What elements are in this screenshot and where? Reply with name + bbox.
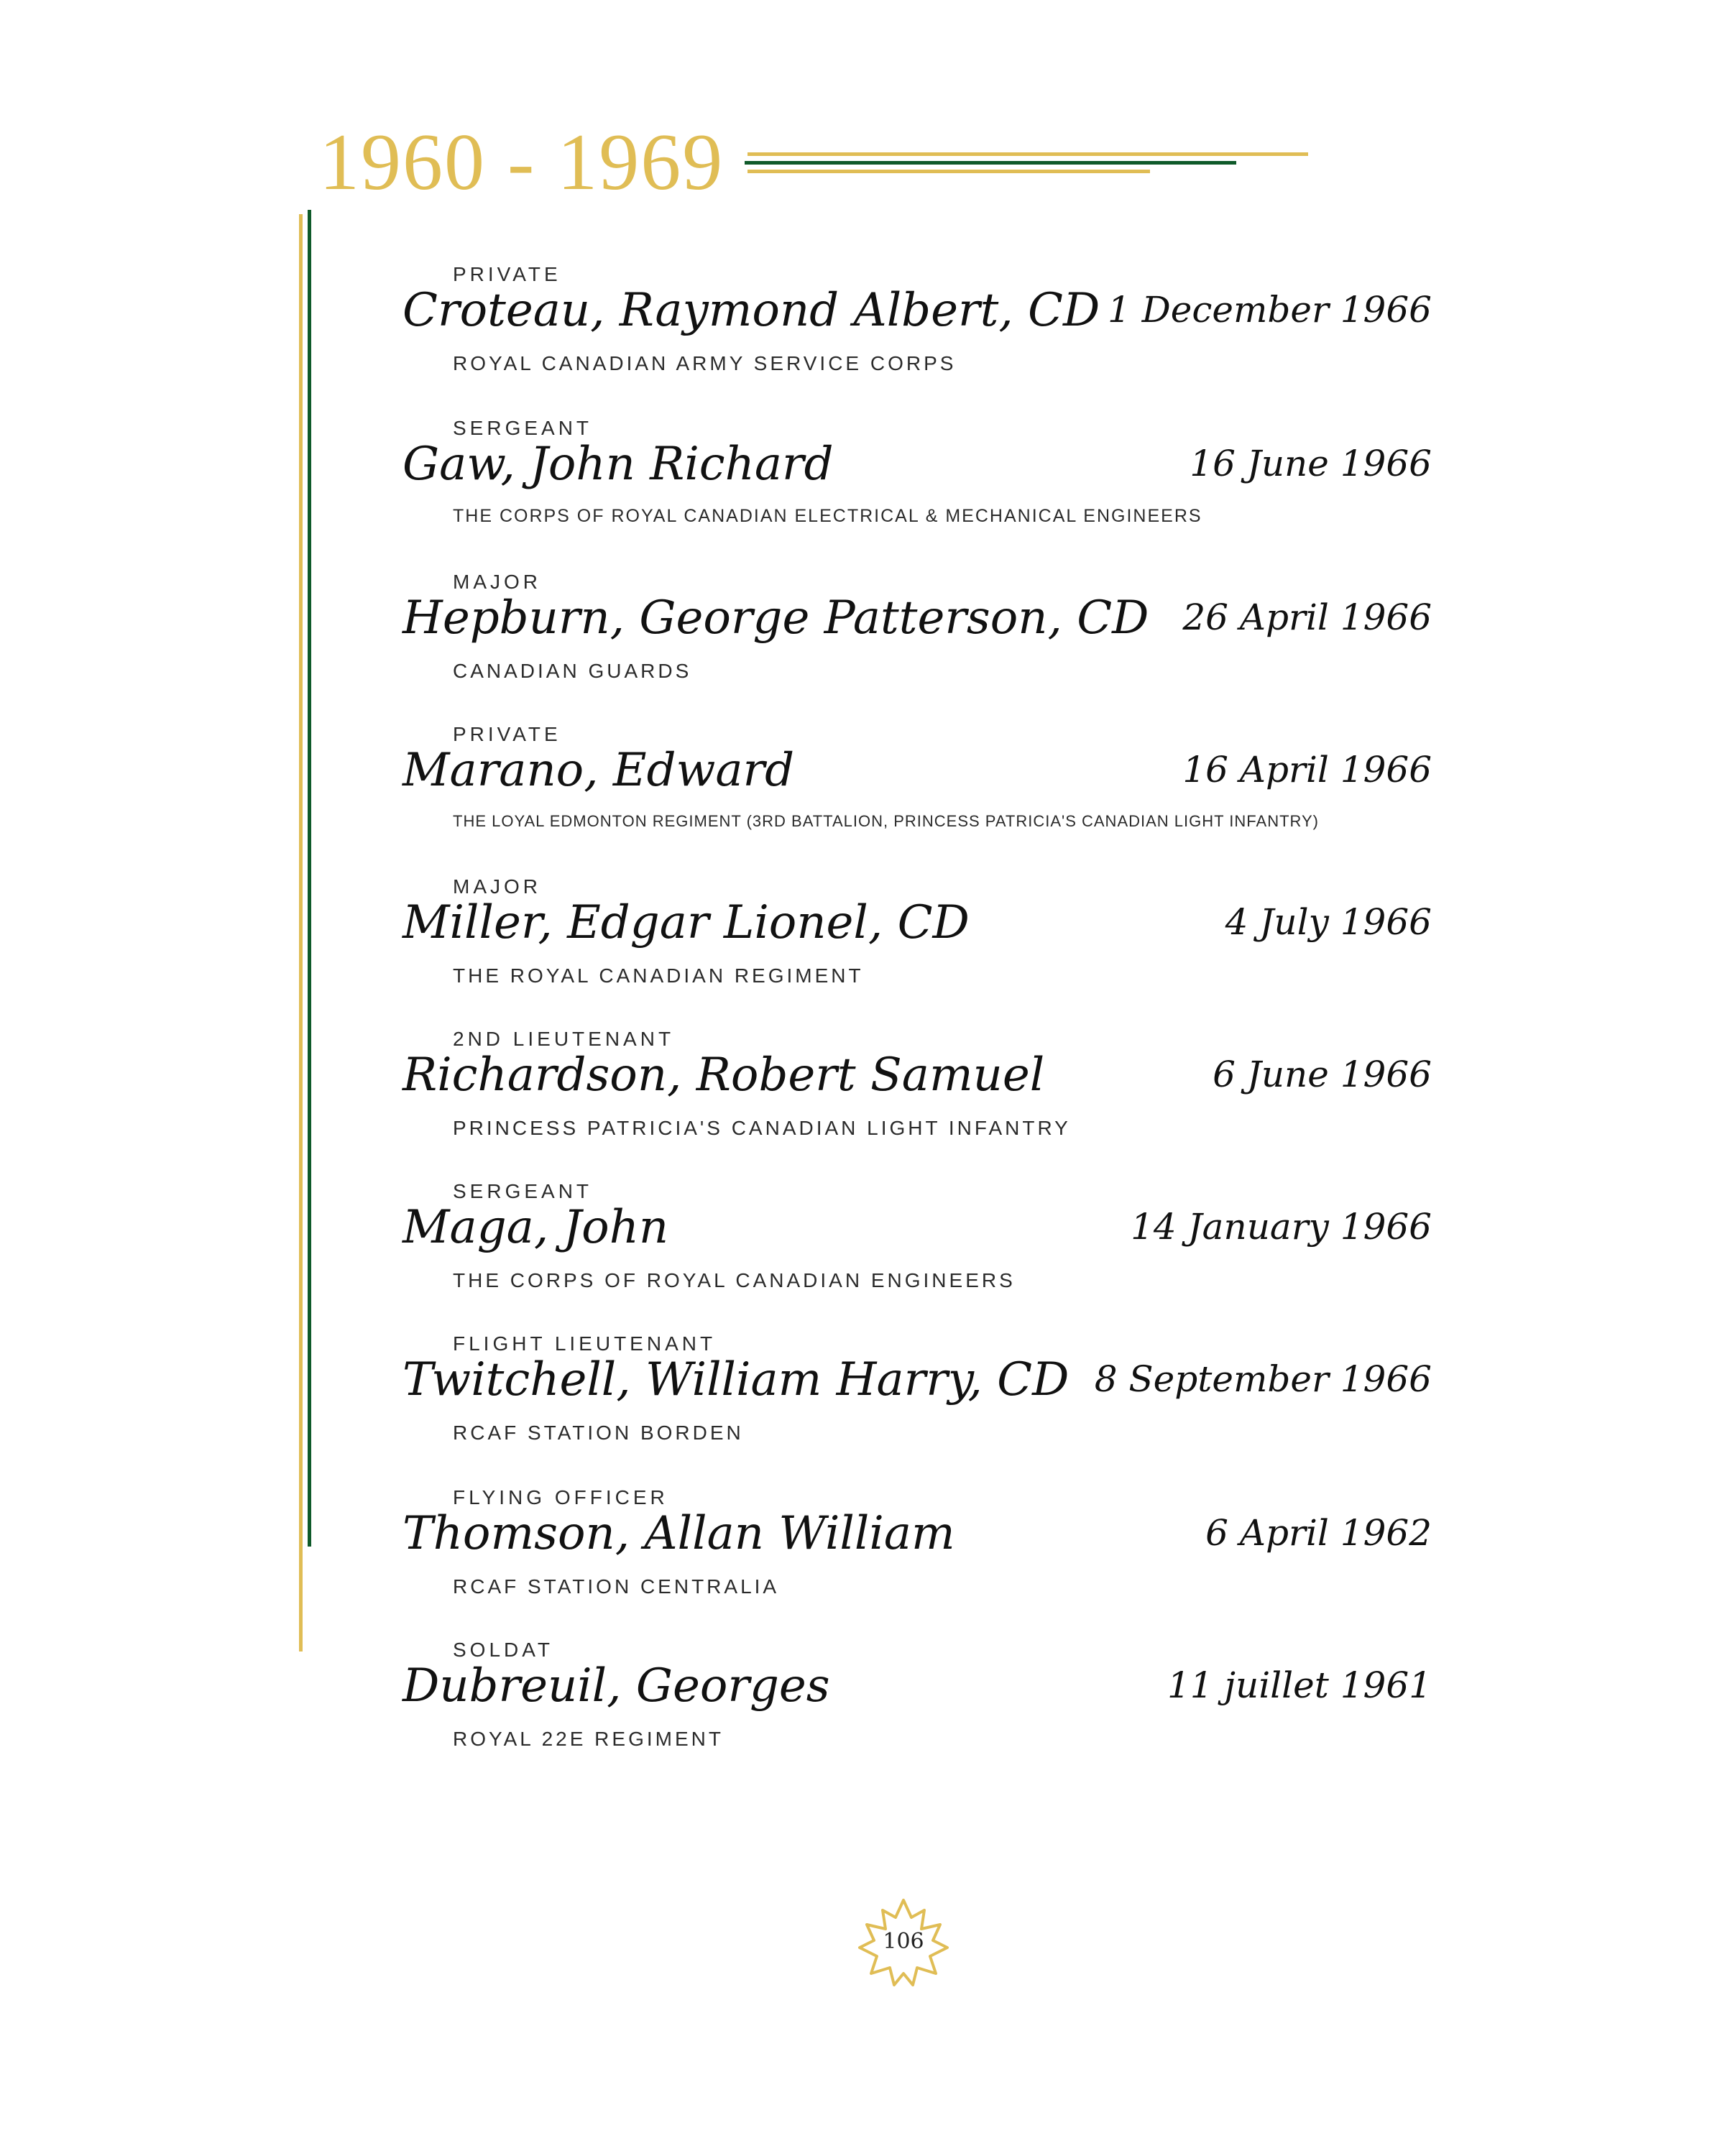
date-of-death: 16 April 1966: [1182, 749, 1432, 791]
member-name: Twitchell, William Harry, CD: [402, 1353, 1070, 1406]
member-name: Croteau, Raymond Albert, CD: [402, 284, 1100, 337]
decade-title: 1960 - 1969: [319, 118, 724, 207]
unit-label: RCAF STATION BORDEN: [453, 1422, 744, 1444]
member-name: Dubreuil, Georges: [402, 1659, 830, 1713]
unit-label: PRINCESS PATRICIA'S CANADIAN LIGHT INFANTRY: [453, 1117, 1071, 1139]
member-name: Miller, Edgar Lionel, CD: [402, 896, 970, 949]
unit-label: THE LOYAL EDMONTON REGIMENT (3RD BATTALION, PRINCESS PATRICIA'S CANADIAN LIGHT INFANTRY): [453, 812, 1320, 830]
date-of-death: 8 September 1966: [1094, 1358, 1432, 1400]
margin-rule-gold: [299, 214, 303, 1651]
memorial-entry: [402, 1028, 1432, 1171]
member-name: Thomson, Allan William: [402, 1507, 955, 1560]
date-of-death: 11 juillet 1961: [1167, 1664, 1432, 1706]
unit-label: RCAF STATION CENTRALIA: [453, 1575, 780, 1598]
member-name: Maga, John: [402, 1201, 669, 1254]
unit-label: THE CORPS OF ROYAL CANADIAN ELECTRICAL & MECHANICAL ENGINEERS: [453, 506, 1202, 526]
rank-label: PRIVATE: [453, 263, 561, 285]
memorial-entry: [402, 417, 1432, 561]
rank-label: 2ND LIEUTENANT: [453, 1028, 675, 1050]
rank-label: SERGEANT: [453, 417, 593, 439]
memorial-entry: [402, 1486, 1432, 1630]
date-of-death: 16 June 1966: [1190, 443, 1432, 484]
rank-label: MAJOR: [453, 571, 541, 593]
member-name: Marano, Edward: [402, 744, 795, 797]
date-of-death: 26 April 1966: [1182, 596, 1432, 638]
rank-label: FLIGHT LIEUTENANT: [453, 1332, 717, 1355]
member-name: Richardson, Robert Samuel: [402, 1049, 1045, 1102]
margin-rule-green: [308, 210, 311, 1547]
member-name: Hepburn, George Patterson, CD: [402, 591, 1149, 645]
date-of-death: 4 July 1966: [1225, 901, 1432, 943]
rank-label: SOLDAT: [453, 1639, 553, 1661]
unit-label: ROYAL 22E REGIMENT: [453, 1728, 724, 1750]
date-of-death: 14 January 1966: [1131, 1206, 1432, 1248]
date-of-death: 6 June 1966: [1213, 1054, 1432, 1095]
memorial-entry: [402, 263, 1432, 407]
unit-label: CANADIAN GUARDS: [453, 660, 692, 682]
memorial-entry: [402, 1180, 1432, 1324]
rank-label: PRIVATE: [453, 723, 561, 745]
header-rule-gold-top: [748, 152, 1308, 156]
memorial-entry: [402, 723, 1432, 867]
header-rule-gold-bottom: [748, 170, 1150, 173]
member-name: Gaw, John Richard: [402, 438, 834, 491]
unit-label: THE ROYAL CANADIAN REGIMENT: [453, 964, 864, 987]
unit-label: ROYAL CANADIAN ARMY SERVICE CORPS: [453, 352, 957, 374]
header-rule-green: [745, 161, 1236, 165]
memorial-entry: [402, 1639, 1432, 1782]
unit-label: THE CORPS OF ROYAL CANADIAN ENGINEERS: [453, 1269, 1016, 1291]
memorial-entry: [402, 571, 1432, 714]
date-of-death: 1 December 1966: [1107, 289, 1432, 331]
rank-label: SERGEANT: [453, 1180, 593, 1202]
rank-label: FLYING OFFICER: [453, 1486, 668, 1508]
page-number: 106: [883, 1929, 924, 1954]
memorial-entry: [402, 1332, 1432, 1476]
rank-label: MAJOR: [453, 875, 541, 898]
date-of-death: 6 April 1962: [1205, 1512, 1432, 1554]
memorial-entry: [402, 875, 1432, 1019]
